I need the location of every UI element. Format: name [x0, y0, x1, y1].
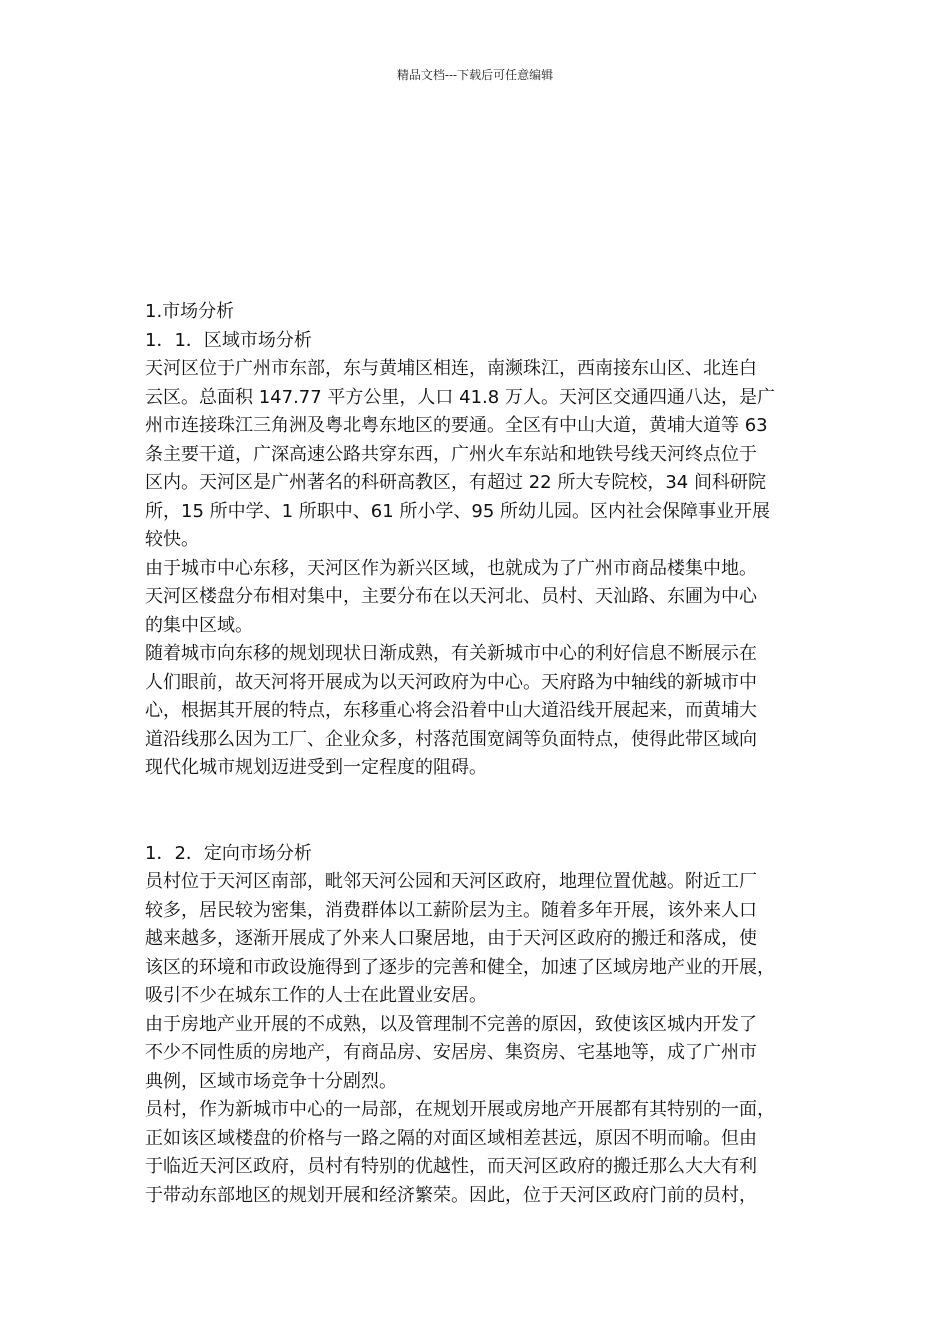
text-line: 天河区位于广州市东部，东与黄埔区相连，南濒珠江，西南接东山区、北连白 [145, 358, 757, 379]
text-line: 于临近天河区政府，员村有特别的优越性，而天河区政府的搬迁那么大大有利 [145, 1156, 757, 1177]
text-line: 道沿线那么因为工厂、企业众多，村落范围宽阔等负面特点，使得此带区域向 [145, 728, 757, 750]
paragraph [145, 355, 810, 555]
text-line: 由于城市中心东移，天河区作为新兴区域，也就成为了广州市商品楼集中地。 [145, 557, 757, 579]
text-line: 正如该区域楼盘的价格与一路之隔的对面区域相差甚远，原因不明而喻。但由 [145, 1127, 757, 1149]
text-line: 人们眼前，故天河将开展成为以天河政府为中心。天府路为中轴线的新城市中 [145, 671, 757, 693]
text-line: 于带动东部地区的规划开展和经济繁荣。因此，位于天河区政府门前的员村， [145, 1184, 757, 1206]
text-line: 员村位于天河区南部，毗邻天河公园和天河区政府，地理位置优越。附近工厂 [145, 871, 757, 892]
section-heading: 1.市场分析 [145, 301, 235, 322]
text-line: 区内。天河区是广州著名的科研高教区，有超过 22 所大专院校，34 间科研院 [145, 472, 766, 493]
text-line: 州市连接珠江三角洲及粤北粤东地区的要通。全区有中山大道，黄埔大道等 63 [145, 415, 768, 436]
text-line: 较多，居民较为密集，消费群体以工薪阶层为主。随着多年开展，该外来人口 [145, 899, 757, 921]
text-line: 的集中区域。 [145, 614, 253, 636]
text-line: 典例，区域市场竞争十分剧烈。 [145, 1070, 397, 1092]
text-line: 条主要干道，广深高速公路共穿东西，广州火车东站和地铁号线天河终点位于 [145, 443, 757, 465]
text-line: 心，根据其开展的特点，东移重心将会沿着中山大道沿线开展起来，而黄埔大 [145, 700, 757, 721]
text-line: 随着城市向东移的规划现状日渐成熟，有关新城市中心的利好信息不断展示在 [145, 643, 757, 664]
page-header: 精品文档---下载后可任意编辑 [396, 68, 554, 82]
subsection-heading: 1．1．区域市场分析 [145, 329, 312, 351]
paragraph [145, 555, 810, 641]
text-line: 吸引不少在城东工作的人士在此置业安居。 [145, 985, 487, 1006]
text-line: 不少不同性质的房地产，有商品房、安居房、集资房、宅基地等，成了广州市 [145, 1042, 757, 1063]
blank-space [145, 783, 810, 840]
paragraph [145, 1096, 810, 1210]
text-line: 越来越多，逐渐开展成了外来人口聚居地，由于天河区政府的搬迁和落成，使 [145, 928, 757, 949]
text-line: 云区。总面积 147.77 平方公里，人口 41.8 万人。天河区交通四通八达，是广 [145, 386, 775, 408]
paragraph [145, 868, 810, 1011]
text-line: 员村，作为新城市中心的一局部，在规划开展或房地产开展都有其特别的一面， [145, 1099, 775, 1120]
document-body [145, 298, 810, 1210]
text-line: 由于房地产业开展的不成熟，以及管理制不完善的原因，致使该区城内开发了 [145, 1013, 757, 1035]
paragraph [145, 1011, 810, 1097]
text-line: 较快。 [145, 529, 199, 550]
paragraph [145, 640, 810, 783]
text-line: 该区的环境和市政设施得到了逐步的完善和健全，加速了区域房地产业的开展， [145, 956, 775, 978]
text-line: 所，15 所中学、1 所职中、61 所小学、95 所幼儿园。区内社会保障事业开展 [145, 500, 771, 522]
text-line: 现代化城市规划迈进受到一定程度的阻碍。 [145, 757, 487, 778]
text-line: 天河区楼盘分布相对集中，主要分布在以天河北、员村、天汕路、东圃为中心 [145, 586, 757, 607]
subsection-heading: 1．2．定向市场分析 [145, 842, 312, 864]
